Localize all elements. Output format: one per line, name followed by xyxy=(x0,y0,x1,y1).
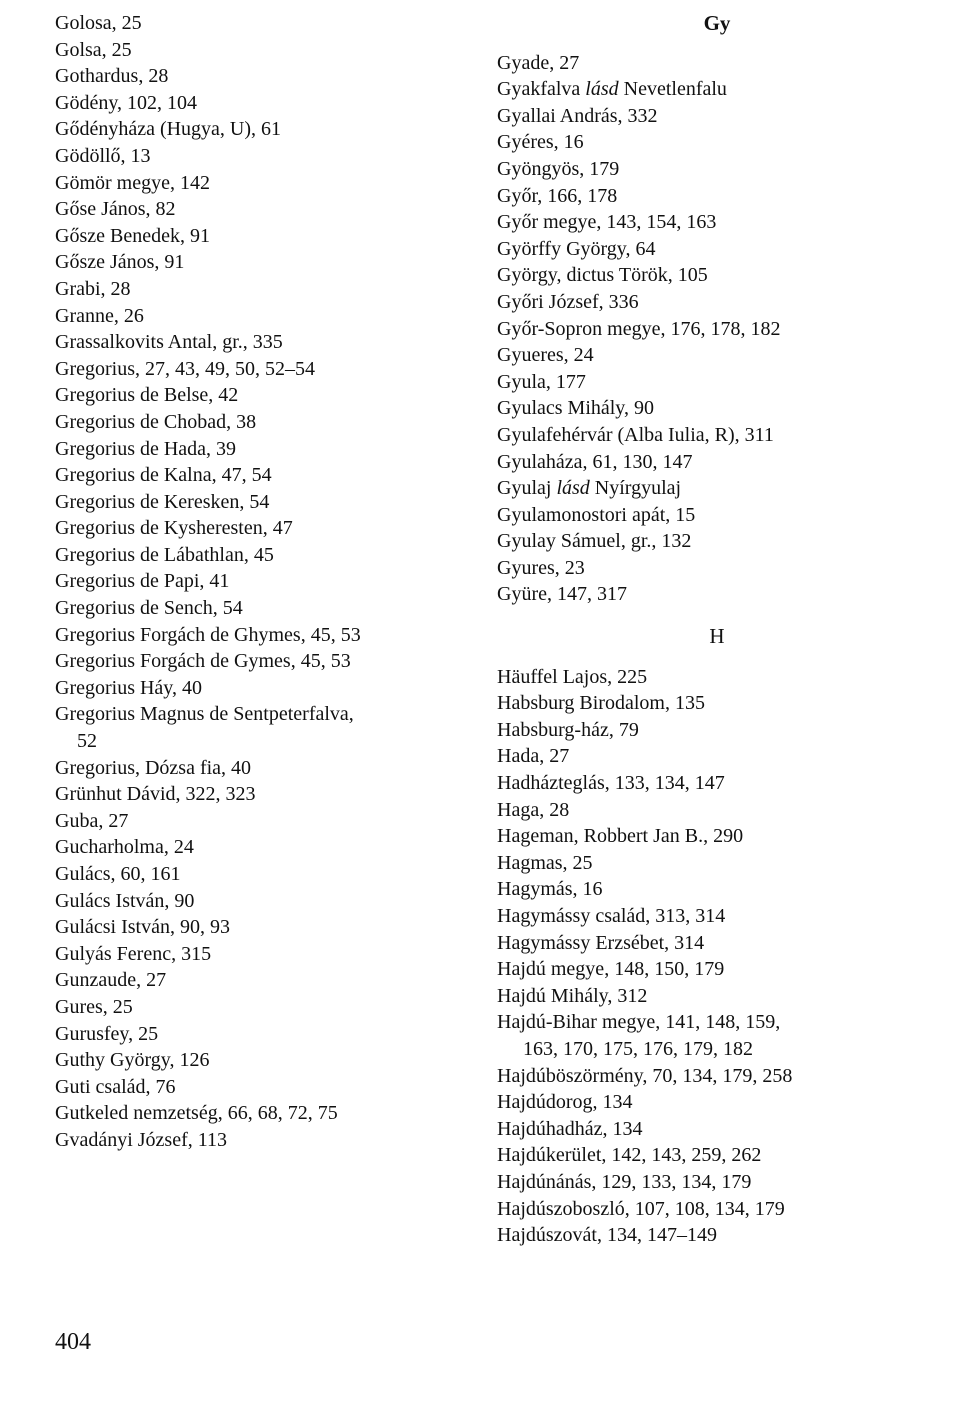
entry-text: Gyakfalva xyxy=(497,78,586,101)
index-entry: Granne, 26 xyxy=(55,304,144,327)
index-entry: Hajdúböszörmény, 70, 134, 179, 258 xyxy=(497,1064,793,1087)
letter-heading-gy: Gy xyxy=(703,11,731,35)
index-entry: Gődényháza (Hugya, U), 61 xyxy=(55,118,282,141)
index-entry: Gregorius, 27, 43, 49, 50, 52–54 xyxy=(55,357,315,380)
index-entry: Hagymás, 16 xyxy=(497,878,603,901)
index-entry: Hada, 27 xyxy=(497,745,570,768)
index-entry: Guthy György, 126 xyxy=(55,1049,210,1072)
index-entry: Gyulamonostori apát, 15 xyxy=(497,503,696,526)
index-entry: Hageman, Robbert Jan B., 290 xyxy=(497,825,744,848)
index-entry: Győri József, 336 xyxy=(497,290,639,313)
index-entry: Gures, 25 xyxy=(55,995,133,1018)
index-entry: Hajdúdorog, 134 xyxy=(497,1091,633,1114)
index-entry: Gregorius de Kalna, 47, 54 xyxy=(55,464,272,487)
index-entry: Hajdú Mihály, 312 xyxy=(497,984,648,1007)
index-entry: Gregorius Háy, 40 xyxy=(55,676,203,699)
index-entry: 163, 170, 175, 176, 179, 182 xyxy=(523,1037,753,1060)
see-reference: lásd xyxy=(585,78,619,101)
index-entry: Gőse János, 82 xyxy=(55,198,176,221)
index-entry: Gurusfey, 25 xyxy=(55,1022,159,1045)
see-reference: lásd xyxy=(556,477,590,500)
index-entry: Gregorius de Belse, 42 xyxy=(55,384,239,407)
index-entry: Gunzaude, 27 xyxy=(55,969,167,992)
index-entry: Habsburg-ház, 79 xyxy=(497,718,639,741)
index-entry: Hajdú-Bihar megye, 141, 148, 159, xyxy=(497,1011,781,1034)
entry-text: Gyulaj xyxy=(497,477,557,500)
index-entry: Gregorius Magnus de Sentpeterfalva, xyxy=(55,703,354,726)
index-entry: Habsburg Birodalom, 135 xyxy=(497,692,705,715)
index-entry: Hagymássy Erzsébet, 314 xyxy=(497,931,705,954)
index-entry: Gvadányi József, 113 xyxy=(55,1128,227,1151)
index-entry: Gregorius de Hada, 39 xyxy=(55,437,237,460)
index-entry: Gyallai András, 332 xyxy=(497,104,658,127)
index-entry: Golsa, 25 xyxy=(55,38,132,61)
index-entry: Haga, 28 xyxy=(497,798,570,821)
index-entry: Gothardus, 28 xyxy=(55,65,169,88)
index-entry: Guti család, 76 xyxy=(55,1075,176,1098)
index-entry: Hagmas, 25 xyxy=(497,851,593,874)
index-entry: Gregorius de Papi, 41 xyxy=(55,570,230,593)
index-entry: Gősze Benedek, 91 xyxy=(55,224,210,247)
index-entry: Gyueres, 24 xyxy=(497,344,594,367)
index-entry: Gömör megye, 142 xyxy=(55,171,210,194)
index-entry: Gregorius Forgách de Gymes, 45, 53 xyxy=(55,650,351,673)
h-entry-list xyxy=(497,664,937,1249)
index-entry: Golosa, 25 xyxy=(55,12,142,34)
index-entry: Gödény, 102, 104 xyxy=(55,91,198,114)
index-entry: Gyéres, 16 xyxy=(497,131,584,154)
index-entry: György, dictus Török, 105 xyxy=(497,264,708,287)
index-entry: Gutkeled nemzetség, 66, 68, 72, 75 xyxy=(55,1102,338,1125)
index-entry: Győr-Sopron megye, 176, 178, 182 xyxy=(497,317,781,340)
index-entry: Gucharholma, 24 xyxy=(55,836,194,859)
index-entry: Hajdúszoboszló, 107, 108, 134, 179 xyxy=(497,1197,785,1220)
index-entry: Gregorius de Lábathlan, 45 xyxy=(55,543,274,566)
index-entry: Gyade, 27 xyxy=(497,51,580,74)
index-entry: Gregorius de Kysheresten, 47 xyxy=(55,517,293,540)
index-entry: Grassalkovits Antal, gr., 335 xyxy=(55,331,283,354)
index-entry: Häuffel Lajos, 225 xyxy=(497,665,648,688)
index-entry: Gyulacs Mihály, 90 xyxy=(497,397,655,420)
index-entry: Gyulaháza, 61, 130, 147 xyxy=(497,450,693,473)
index-entry: Gyöngyös, 179 xyxy=(497,157,620,180)
index-entry xyxy=(497,76,937,103)
index-entry: Hajdúszovát, 134, 147–149 xyxy=(497,1224,717,1247)
entry-text: Nyírgyulaj xyxy=(589,477,682,500)
index-entry: Guba, 27 xyxy=(55,809,129,832)
index-entry: Gulyás Ferenc, 315 xyxy=(55,942,212,965)
index-entry: Gregorius de Sench, 54 xyxy=(55,597,243,620)
index-entry: Gyulafehérvár (Alba Iulia, R), 311 xyxy=(497,423,774,446)
index-entry: Győr megye, 143, 154, 163 xyxy=(497,211,717,234)
index-entry: Gősze János, 91 xyxy=(55,251,185,274)
index-entry: Hajdúhadház, 134 xyxy=(497,1117,643,1140)
gy-entry-list xyxy=(497,50,937,608)
index-entry: Hagymássy család, 313, 314 xyxy=(497,905,726,927)
index-entry: Gregorius de Chobad, 38 xyxy=(55,410,257,433)
index-entry: Hajdúkerület, 142, 143, 259, 262 xyxy=(497,1144,762,1167)
index-entry: Gyures, 23 xyxy=(497,556,585,579)
letter-heading-h: H xyxy=(709,624,725,649)
index-entry: Hajdúnánás, 129, 133, 134, 179 xyxy=(497,1170,752,1193)
index-entry: Györffy György, 64 xyxy=(497,237,656,260)
index-entry: Gregorius Forgách de Ghymes, 45, 53 xyxy=(55,623,361,646)
index-entry: Gulácsi István, 90, 93 xyxy=(55,916,230,939)
index-entry: Grabi, 28 xyxy=(55,277,131,300)
index-entry: Gyula, 177 xyxy=(497,370,586,393)
page-number: 404 xyxy=(55,1329,91,1355)
index-entry: Győr, 166, 178 xyxy=(497,184,618,207)
index-entry: Gulács, 60, 161 xyxy=(55,863,181,885)
index-entry: Hadházteglás, 133, 134, 147 xyxy=(497,772,725,795)
index-column-left xyxy=(55,10,455,1154)
index-entry: Hajdú megye, 148, 150, 179 xyxy=(497,958,725,981)
index-entry: Gregorius de Keresken, 54 xyxy=(55,490,270,513)
index-column-right xyxy=(497,10,937,1249)
index-entry: Gyulay Sámuel, gr., 132 xyxy=(497,530,692,553)
index-entry: Gregorius, Dózsa fia, 40 xyxy=(55,756,252,779)
index-entry: 52 xyxy=(77,730,97,753)
index-entry: Gulács István, 90 xyxy=(55,889,195,912)
index-entry: Gödöllő, 13 xyxy=(55,144,151,167)
index-entry: Gyüre, 147, 317 xyxy=(497,583,627,606)
index-entry: Grünhut Dávid, 322, 323 xyxy=(55,783,256,806)
entry-text: Nevetlenfalu xyxy=(618,78,727,101)
index-entry xyxy=(497,475,937,502)
